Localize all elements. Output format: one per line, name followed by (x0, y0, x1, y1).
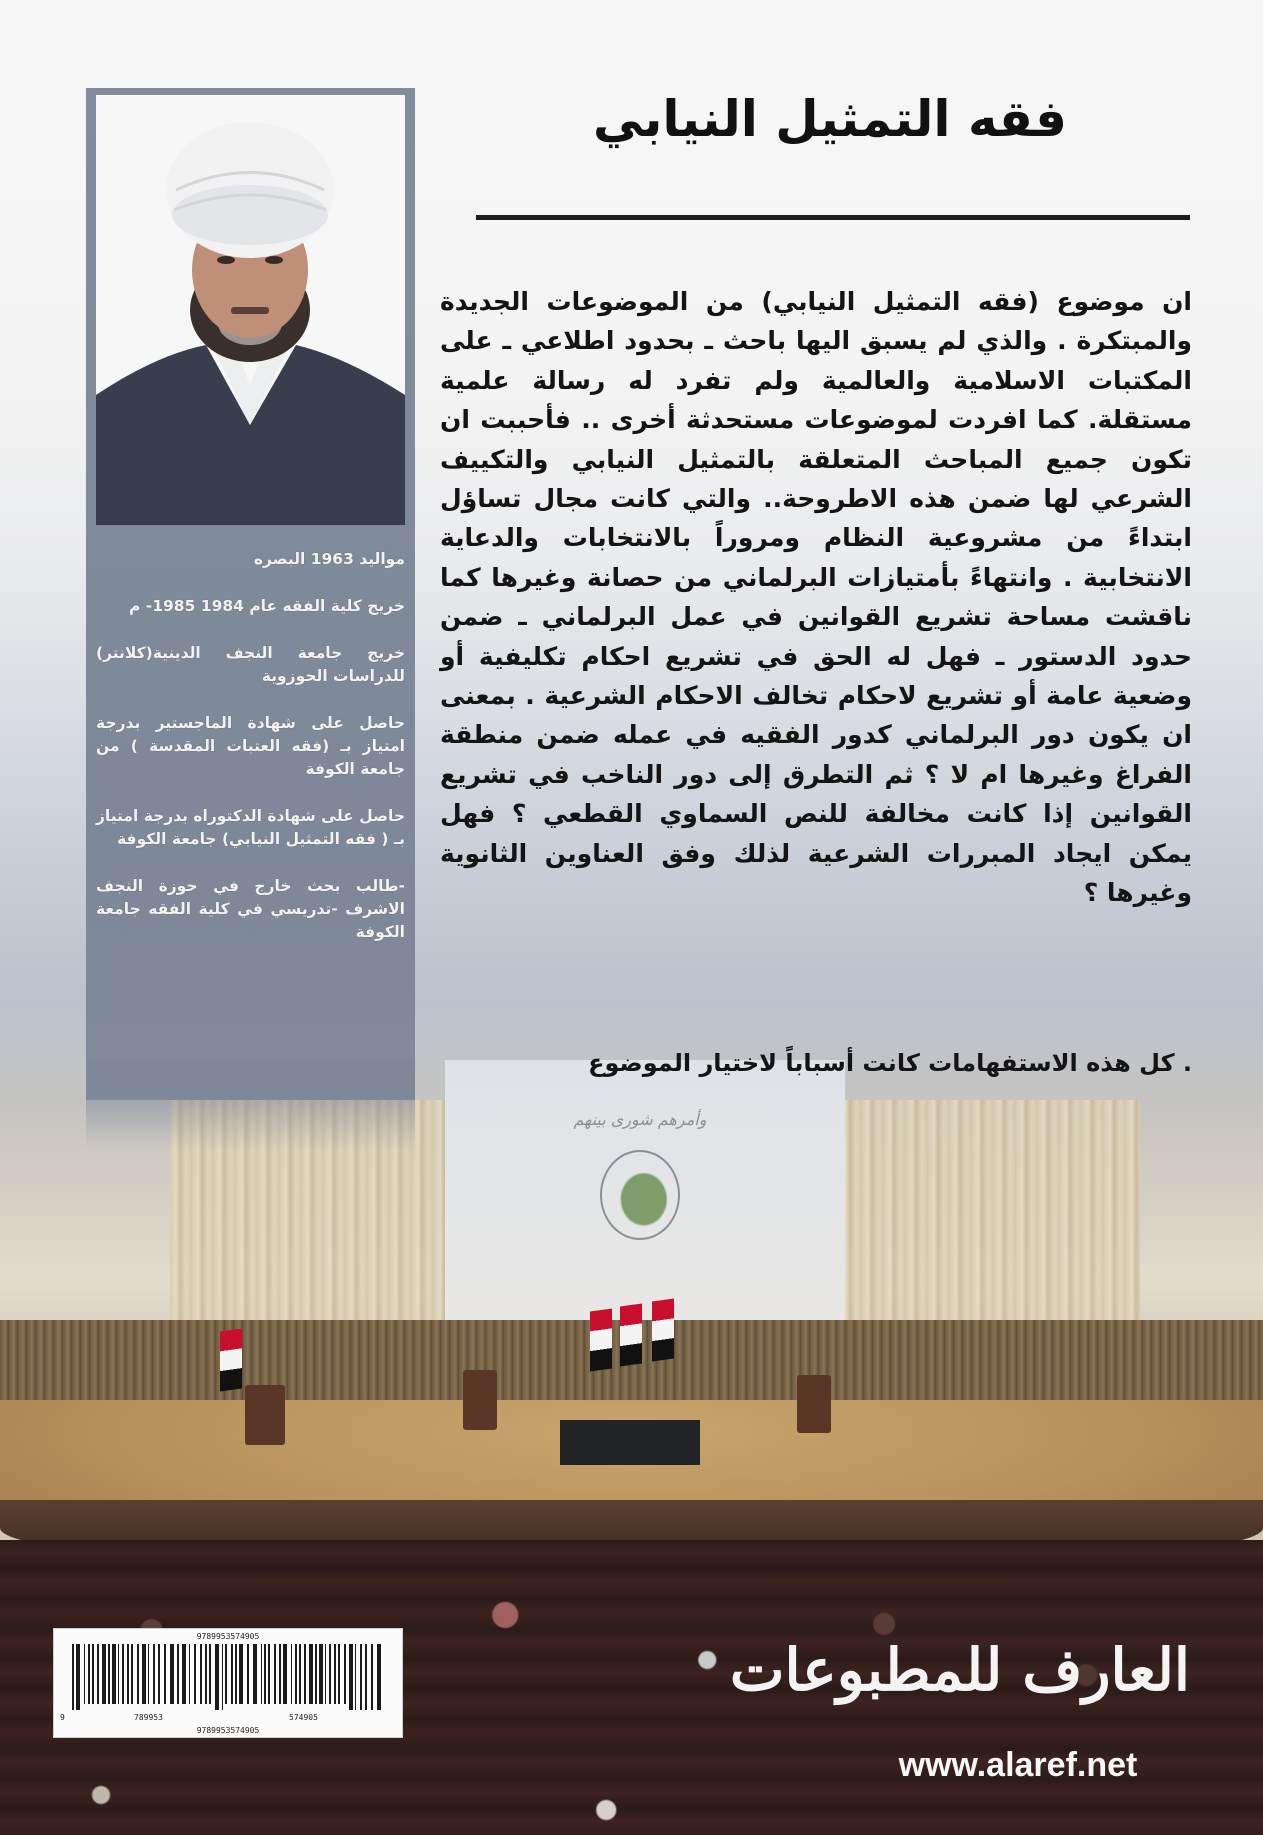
barcode-bar (291, 1644, 292, 1704)
barcode-bar (131, 1644, 133, 1704)
barcode-bar (142, 1644, 146, 1704)
barcode-bar (309, 1644, 313, 1704)
barcode-bar (102, 1644, 106, 1704)
bio-current-role: -طالب بحث خارج في حوزة النجف الاشرف -تدريسي في كلية الفقه جامعة الكوفة (96, 877, 405, 941)
author-portrait (96, 95, 405, 525)
barcode-bar (112, 1644, 116, 1704)
barcode-bar (72, 1644, 74, 1710)
bio-birth: مواليد 1963 البصره (253, 550, 405, 568)
author-photo-icon (96, 95, 405, 525)
isbn-left-group: 789953 (134, 1713, 163, 1722)
barcode-bar (189, 1644, 190, 1704)
author-sidebar-fade (86, 1060, 415, 1150)
barcode-bar (329, 1644, 331, 1704)
barcode-bar (349, 1644, 353, 1710)
barcode-bar (360, 1644, 362, 1710)
flag-icon (220, 1328, 242, 1391)
barcode-bar (127, 1644, 129, 1704)
barcode-bar (205, 1644, 207, 1704)
barcode-bar (239, 1644, 243, 1704)
isbn-barcode (53, 1628, 403, 1738)
barcode-bar (108, 1644, 110, 1704)
emblem-caption: وأمرهم شورى بينهم (573, 1110, 707, 1129)
author-bio (96, 548, 405, 968)
bio-masters: حاصل على شهادة الماجستير بدرجة امتياز بـ (فقه العتبات المقدسة ) من جامعة الكوفة (96, 714, 405, 778)
barcode-bar (268, 1644, 270, 1704)
barcode-bar (194, 1644, 196, 1704)
barcode-bar (355, 1644, 356, 1710)
barcode-bar (153, 1644, 155, 1704)
barcode-bar (261, 1644, 262, 1704)
isbn-lead-digit: 9 (60, 1713, 65, 1722)
barcode-bar (76, 1644, 80, 1710)
isbn-right-group: 574905 (289, 1713, 318, 1722)
podium-right (797, 1375, 831, 1433)
barcode-bar (304, 1644, 306, 1704)
barcode-bar (164, 1644, 166, 1704)
bio-doctorate: حاصل على شهادة الدكتوراه بدرجة امتياز بـ ( فقه التمثيل النيابي) جامعة الكوفة (96, 807, 405, 848)
barcode-bar (235, 1644, 237, 1704)
barcode-bar (97, 1644, 99, 1704)
barcode-bar (338, 1644, 340, 1704)
barcode-bar (295, 1644, 297, 1704)
flag-icon (590, 1308, 612, 1371)
barcode-bar (231, 1644, 233, 1704)
speaker-desk (560, 1420, 700, 1465)
publisher-url[interactable]: www.alaref.net (898, 1746, 1138, 1784)
barcode-bar (92, 1644, 94, 1704)
title-divider (476, 215, 1190, 220)
barcode-bar (84, 1644, 85, 1704)
barcode-bar (371, 1644, 373, 1710)
barcode-bar (247, 1644, 249, 1704)
barcode-bar (315, 1644, 317, 1704)
barcode-bar (264, 1644, 266, 1704)
barcode-bar (158, 1644, 160, 1704)
barcode-bar (222, 1644, 223, 1710)
podium-far-left (245, 1385, 285, 1445)
barcode-bar (299, 1644, 301, 1704)
isbn-top: 9789953574905 (196, 1632, 260, 1641)
barcode-bars-icon (72, 1644, 386, 1710)
flag-icon (620, 1303, 642, 1366)
book-description: ان موضوع (فقه التمثيل النيابي) من الموضوعات الجديدة والمبتكرة . والذي لم يسبق اليها باحث ـ بحدود اطلاعي ـ على المكتبات الاسلامية والعالمية ولم تفرد له رسالة علمية مستقلة. كما افردت لموضوعات مستحدثة أخرى .. فأحببت ان تكون جميع المباحث المتعلقة بالتمثيل النيابي والتكييف الشرعي لها ضمن هذه الاطروحة.. والتي كانت مجال تساؤل ابتداءً من مشروعية النظام ومروراً بالانتخابات والدعاية الانتخابية . وانتهاءً بأمتيازات البرلماني من حصانة وغيرها كما ناقشت مساحة تشريع القوانين في عمل البرلماني ـ ضمن حدود الدستور ـ فهل له الحق في تشريع احكام تكليفية أو وضعية عامة أو تشريع لاحكام تخالف الاحكام الشرعية . بمعنى ان يكون دور البرلماني كدور الفقيه في عمله ضمن منطقة الفراغ وغيرها ام لا ؟ ثم التطرق إلى دور الناخب في تشريع القوانين إذا كانت مخالفة للنص السماوي القطعي ؟ فهل يمكن ايجاد المبررات الشرعية لذلك وفق العناوين الثانوية وغيرها ؟ (440, 287, 1192, 908)
barcode-bar (200, 1644, 202, 1704)
parliament-emblem-icon (600, 1150, 680, 1240)
barcode-bar (209, 1644, 211, 1704)
barcode-bar (325, 1644, 326, 1704)
barcode-bar (122, 1644, 124, 1704)
barcode-bar (283, 1644, 287, 1704)
barcode-bar (182, 1644, 186, 1704)
barcode-bar (319, 1644, 323, 1704)
flag-icon (652, 1298, 674, 1361)
barcode-bar (225, 1644, 227, 1704)
podium-left (463, 1370, 497, 1430)
bio-graduation: خريج كلية الفقه عام 1984 1985- م (129, 597, 405, 615)
barcode-bar (118, 1644, 119, 1704)
barcode-bar (377, 1644, 381, 1710)
bio-najaf-university: خريج جامعة النجف الدينية(كلانتر) للدراسات الحوزوية (96, 644, 405, 685)
barcode-bar (365, 1644, 367, 1710)
barcode-bar (215, 1644, 219, 1710)
description-closing-line: . كل هذه الاستفهامات كانت أسباباً لاختيار الموضوع (588, 1049, 1192, 1077)
isbn-bottom: 9789953574905 (196, 1726, 260, 1735)
barcode-bar (170, 1644, 174, 1704)
barcode-bar (344, 1644, 346, 1704)
barcode-bar (148, 1644, 149, 1704)
barcode-bar (253, 1644, 257, 1704)
barcode-bar (177, 1644, 179, 1704)
publisher-logo: العارف للمطبوعات (729, 1636, 1190, 1704)
barcode-bar (334, 1644, 336, 1704)
barcode-bar (279, 1644, 281, 1704)
book-title: فقه التمثيل النيابي (592, 90, 1068, 148)
barcode-bar (88, 1644, 90, 1704)
barcode-bar (137, 1644, 139, 1704)
barcode-bar (274, 1644, 276, 1704)
